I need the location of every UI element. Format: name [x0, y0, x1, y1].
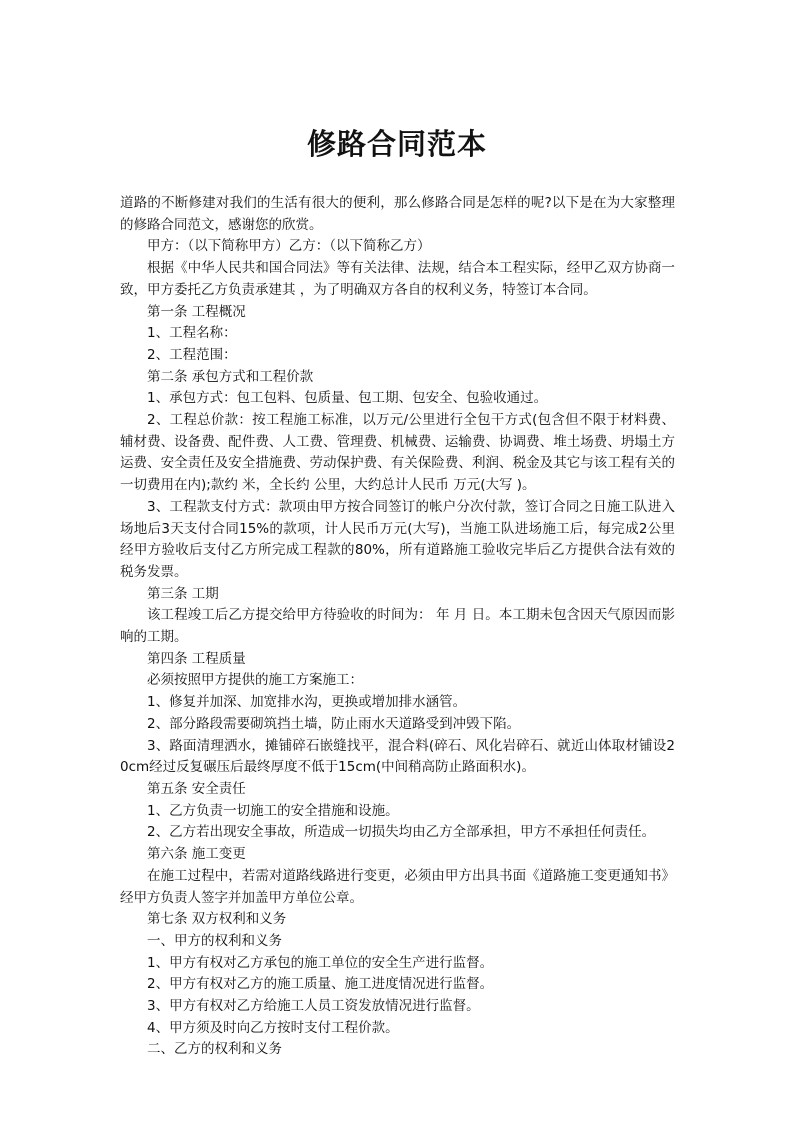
party-a-right-1: 1、甲方有权对乙方承包的施工单位的安全生产进行监督。 [147, 954, 494, 971]
party-b-rights-heading: 二、乙方的权利和义务 [147, 1041, 282, 1058]
party-a-right-4: 4、甲方须及时向乙方按时支付工程价款。 [147, 1019, 399, 1036]
safety-item-1: 1、乙方负责一切施工的安全措施和设施。 [147, 802, 399, 819]
preamble-paragraph: 根据《中华人民共和国合同法》等有关法律、法规，结合本工程实际，经甲乙双方协商一致，甲方委托乙方负责承建其 ，为了明确双方各自的权利义务，特签订本合同。 [120, 260, 675, 298]
document-body [120, 193, 675, 1061]
party-a-right-2: 2、甲方有权对乙方的施工质量、施工进度情况进行监督。 [147, 976, 494, 993]
total-price-paragraph: 2、工程总价款：按工程施工标准，以万元/公里进行全包干方式(包含但不限于材料费、辅材费、设备费、配件费、人工费、管理费、机械费、运输费、协调费、堆土场费、坍塌土方运费、安全责任及安全措施费、劳动保护费、有关保险费、利润、税金及其它与该工程有关的一切费用在内);款约 米，全长约 公里，大约总计人民币 万元(大写 )。 [120, 412, 675, 494]
article-4-heading: 第四条 工程质量 [147, 650, 246, 667]
article-5-heading: 第五条 安全责任 [147, 780, 246, 797]
article-6-heading: 第六条 施工变更 [147, 846, 246, 863]
article-1-heading: 第一条 工程概况 [147, 303, 246, 320]
change-paragraph: 在施工过程中，若需对道路线路进行变更，必须由甲方出具书面《道路施工变更通知书》经甲方负责人签字并加盖甲方单位公章。 [120, 867, 675, 906]
quality-item-2: 2、部分路段需要砌筑挡土墙，防止雨水天道路受到冲毁下陷。 [147, 715, 521, 732]
quality-intro-line: 必须按照甲方提供的施工方案施工： [147, 672, 363, 689]
schedule-paragraph: 该工程竣工后乙方提交给甲方待验收的时间为： 年 月 日。本工期未包含因天气原因而影响的工期。 [120, 607, 675, 646]
document-title: 修路合同范本 [306, 127, 487, 161]
project-scope-line: 2、工程范围： [147, 346, 237, 363]
quality-item-3: 3、路面清理洒水，摊铺碎石嵌缝找平，混合料(碎石、风化岩碎石、就近山体取材铺设20cm经过反复碾压后最终厚度不低于15cm(中间稍高防止路面积水)。 [120, 737, 675, 776]
party-a-rights-heading: 一、甲方的权利和义务 [147, 932, 282, 949]
article-3-heading: 第三条 工期 [147, 585, 219, 602]
parties-line: 甲方：（以下简称甲方）乙方：（以下简称乙方） [147, 238, 431, 255]
intro-paragraph: 道路的不断修建对我们的生活有很大的便利，那么修路合同是怎样的呢?以下是在为大家整理的修路合同范文，感谢您的欣赏。 [120, 195, 675, 233]
quality-item-1: 1、修复并加深、加宽排水沟，更换或增加排水涵管。 [147, 694, 467, 711]
party-a-right-3: 3、甲方有权对乙方给施工人员工资发放情况进行监督。 [147, 998, 480, 1015]
contract-method-line: 1、承包方式：包工包料、包质量、包工期、包安全、包验收通过。 [147, 390, 548, 407]
payment-method-paragraph: 3、工程款支付方式：款项由甲方按合同签订的帐户分次付款，签订合同之日施工队进入场地后3天支付合同15%的款项，计人民币万元(大写)，当施工队进场施工后，每完成2公里经甲方验收后支付乙方所完成工程款的80%，所有道路施工验收完毕后乙方提供合法有效的税务发票。 [120, 498, 675, 580]
safety-item-2: 2、乙方若出现安全事故，所造成一切损失均由乙方全部承担，甲方不承担任何责任。 [147, 824, 656, 841]
article-2-heading: 第二条 承包方式和工程价款 [147, 368, 314, 385]
project-name-line: 1、工程名称： [147, 325, 237, 342]
article-7-heading: 第七条 双方权利和义务 [147, 911, 287, 928]
